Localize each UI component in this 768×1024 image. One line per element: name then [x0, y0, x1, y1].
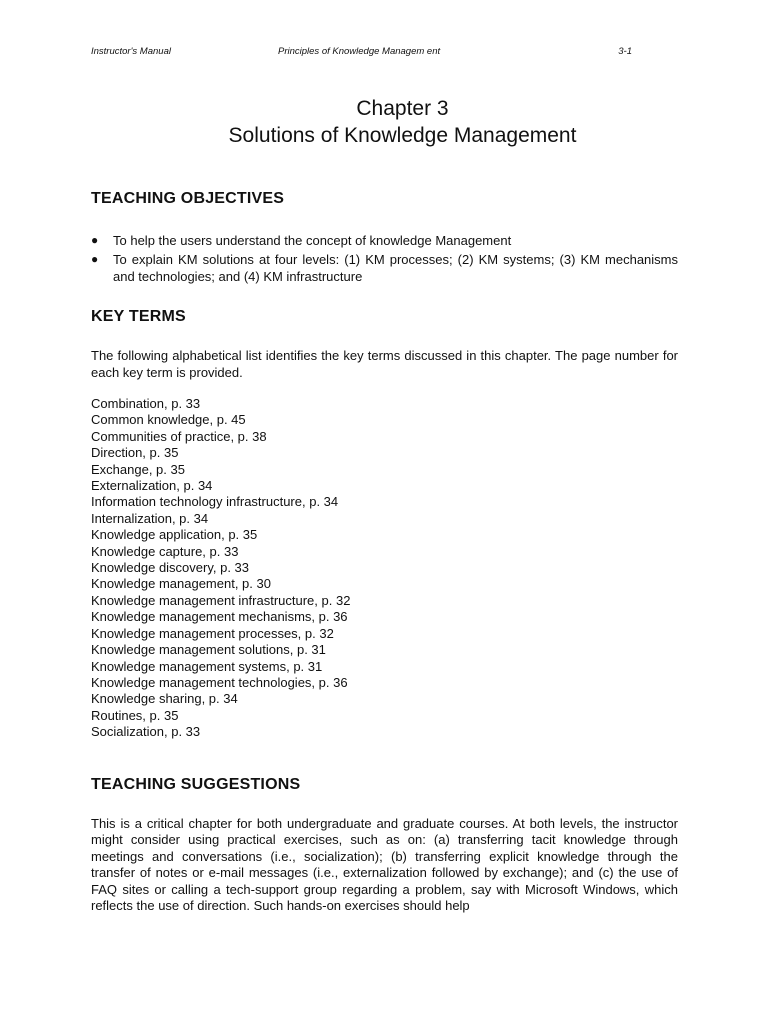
key-term-item: Combination, p. 33: [91, 396, 201, 411]
running-header: [91, 46, 632, 60]
key-term-item: Routines, p. 35: [91, 707, 179, 723]
key-term-item: Exchange, p. 35: [91, 461, 185, 477]
teaching-objectives-section: [91, 188, 678, 285]
chapter-number: Chapter 3: [356, 97, 449, 120]
key-terms-heading: KEY TERMS: [91, 308, 186, 325]
objective-item: [91, 251, 678, 285]
objective-text: To explain KM solutions at four levels: (1) KM processes; (2) KM systems; (3) KM mechanisms and technologies; and (4) KM infrastructure: [113, 252, 678, 284]
running-header-center: Principles of Knowledge Managem ent: [278, 46, 441, 57]
bullet-icon: ●: [91, 233, 99, 247]
key-term-item: Knowledge management infrastructure, p. 32: [91, 592, 351, 608]
key-term-item: Common knowledge, p. 45: [91, 412, 246, 428]
key-term-item: Communities of practice, p. 38: [91, 428, 267, 444]
chapter-name: Solutions of Knowledge Management: [228, 124, 577, 147]
key-term-item: Externalization, p. 34: [91, 478, 213, 494]
key-term-item: Knowledge management, p. 30: [91, 576, 271, 592]
key-term-item: Internalization, p. 34: [91, 510, 209, 526]
key-term-item: Knowledge management solutions, p. 31: [91, 642, 326, 658]
key-terms-list: [91, 396, 678, 741]
key-terms-section: [91, 306, 678, 741]
key-term-item: Knowledge management systems, p. 31: [91, 658, 323, 674]
key-term-item: Knowledge management processes, p. 32: [91, 625, 334, 641]
key-term-item: Knowledge application, p. 35: [91, 527, 258, 543]
running-header-left: Instructor's Manual: [91, 46, 171, 57]
objective-item: [91, 232, 678, 249]
key-term-item: Direction, p. 35: [91, 445, 179, 461]
chapter-title: [0, 95, 768, 149]
key-term-item: Knowledge capture, p. 33: [91, 543, 239, 559]
objective-text: To help the users understand the concept of knowledge Management: [113, 233, 512, 248]
teaching-suggestions-heading: TEACHING SUGGESTIONS: [91, 775, 301, 793]
objectives-list: [91, 232, 678, 285]
key-term-item: Knowledge management mechanisms, p. 36: [91, 609, 348, 625]
teaching-suggestions-paragraph: This is a critical chapter for both undergraduate and graduate courses. At both levels, the instructor might consider using practical exercises, such as on: (a) transferring tacit knowledge through meetings and conversations (i.e., socialization); (b) transferring explicit knowledge through the transfer of notes or e-mail messages (i.e., externalization followed by exchange); and (c) the use of FAQ sites or calling a tech-support group regarding a problem, say with Microsoft Windows, which reflects the use of direction. Such hands-on exercises should help: [91, 815, 678, 914]
bullet-icon: ●: [91, 252, 99, 266]
page-content: [91, 188, 678, 915]
key-terms-intro: The following alphabetical list identifies the key terms discussed in this chapter. The page number for each key term is provided.: [91, 348, 678, 380]
page-number: 3-1: [618, 46, 632, 57]
key-term-item: Knowledge discovery, p. 33: [91, 560, 250, 576]
key-term-item: Information technology infrastructure, p. 34: [91, 494, 339, 510]
key-term-item: Knowledge sharing, p. 34: [91, 691, 238, 707]
key-term-item: Knowledge management technologies, p. 36: [91, 674, 348, 690]
key-term-item: Socialization, p. 33: [91, 724, 201, 740]
teaching-objectives-heading: TEACHING OBJECTIVES: [91, 190, 285, 207]
teaching-suggestions-section: [91, 774, 678, 915]
